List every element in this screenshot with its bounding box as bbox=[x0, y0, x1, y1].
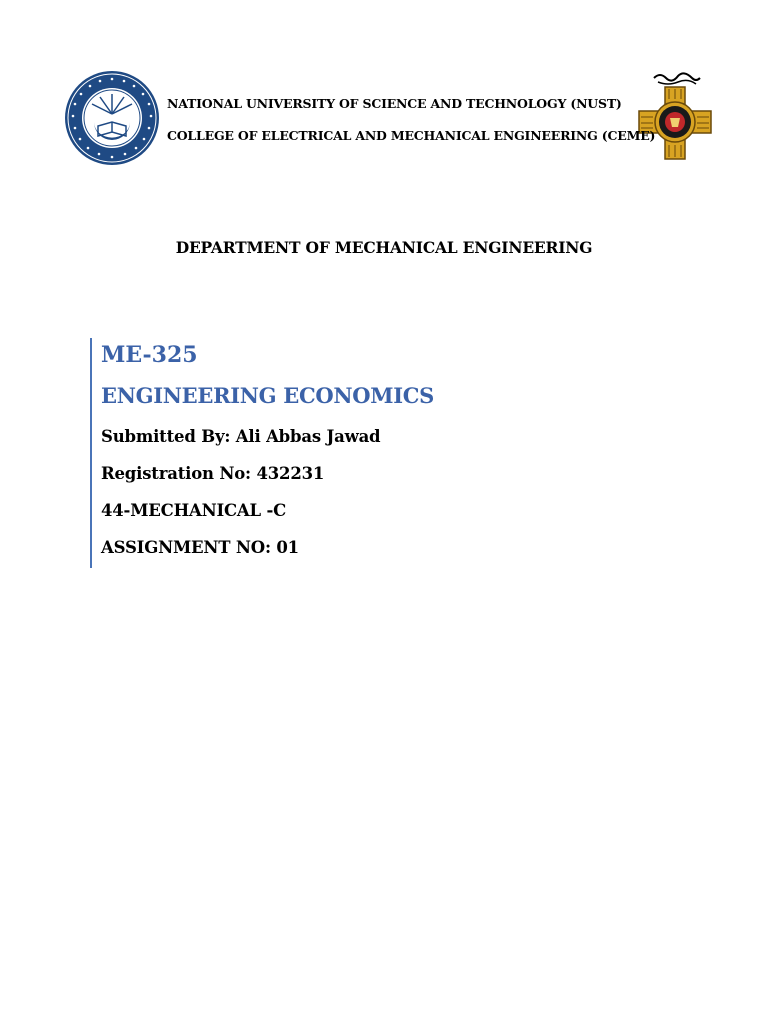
registration-number bbox=[101, 464, 324, 483]
course-title: ENGINEERING ECONOMICS bbox=[101, 383, 435, 408]
section: 44-MECHANICAL -C bbox=[101, 501, 287, 520]
registration-value: 432231 bbox=[256, 464, 325, 483]
ceme-emblem-icon bbox=[636, 68, 714, 164]
submitted-by-label: Submitted By: bbox=[101, 427, 231, 446]
college-name: COLLEGE OF ELECTRICAL AND MECHANICAL ENGINEERING (CEME) bbox=[167, 128, 656, 143]
department-title: DEPARTMENT OF MECHANICAL ENGINEERING bbox=[175, 238, 593, 257]
nust-crest-icon bbox=[64, 70, 160, 166]
assignment-value: 01 bbox=[276, 538, 299, 557]
submission-info-block bbox=[90, 338, 700, 568]
university-name: NATIONAL UNIVERSITY OF SCIENCE AND TECHNOLOGY (NUST) bbox=[167, 96, 622, 111]
assignment-number bbox=[101, 538, 299, 557]
submitted-by bbox=[101, 427, 380, 446]
course-code: ME-325 bbox=[101, 342, 198, 368]
assignment-label: ASSIGNMENT NO: bbox=[101, 538, 271, 557]
registration-label: Registration No: bbox=[101, 464, 251, 483]
submitted-by-value: Ali Abbas Jawad bbox=[235, 427, 381, 446]
